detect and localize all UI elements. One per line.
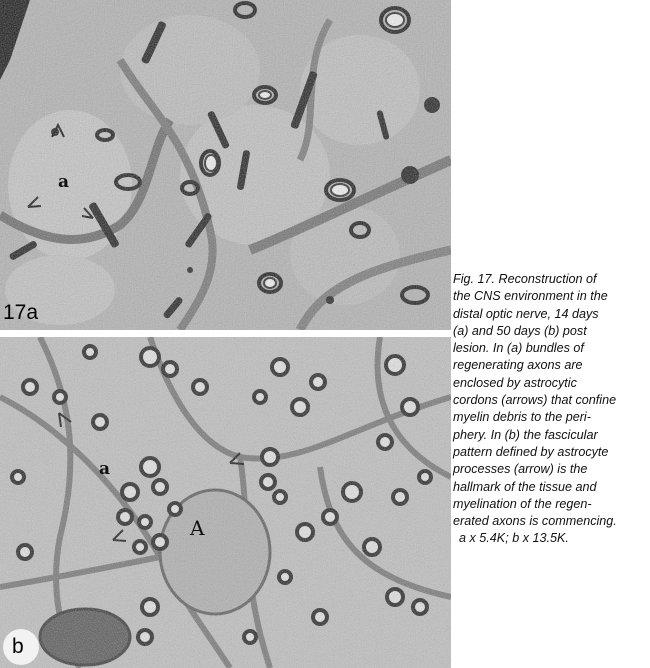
caption-text <box>453 271 650 548</box>
micrograph-a-image <box>0 0 451 330</box>
caption-line: cordons (arrows) that confine <box>453 393 617 408</box>
caption-line: regenerating axons are <box>453 358 583 373</box>
panel-a-number: 17a <box>3 301 39 324</box>
caption-line: the CNS environment in the <box>453 289 608 304</box>
caption-line: (a) and 50 days (b) post <box>453 323 587 338</box>
panel-b-label-a: a <box>99 459 111 479</box>
caption-line: myelination of the regen- <box>453 496 592 511</box>
figure-caption <box>453 271 650 548</box>
caption-line: hallmark of the tissue and <box>453 479 597 494</box>
caption-line: lesion. In (a) bundles of <box>453 341 584 356</box>
caption-line: Fig. 17. Reconstruction of <box>453 272 597 286</box>
caption-line: erated axons is commencing. <box>453 514 617 529</box>
caption-line: distal optic nerve, 14 days <box>453 306 599 321</box>
caption-line: pattern defined by astrocyte <box>453 444 609 459</box>
caption-line: phery. In (b) the fascicular <box>453 427 598 442</box>
caption-line: enclosed by astrocytic <box>453 375 577 390</box>
panel-a-label-a: a <box>58 172 70 192</box>
micrograph-panel-b <box>0 337 451 668</box>
caption-line: processes (arrow) is the <box>453 462 588 477</box>
micrograph-panel-a <box>0 0 451 330</box>
caption-magnification: a x 5.4K; b x 13.5K. <box>459 531 569 546</box>
micrograph-b-image <box>0 337 451 668</box>
panel-b-number: b <box>12 635 24 658</box>
caption-line: myelin debris to the peri- <box>453 410 591 425</box>
panel-b-label-astrocyte: A <box>190 516 205 540</box>
